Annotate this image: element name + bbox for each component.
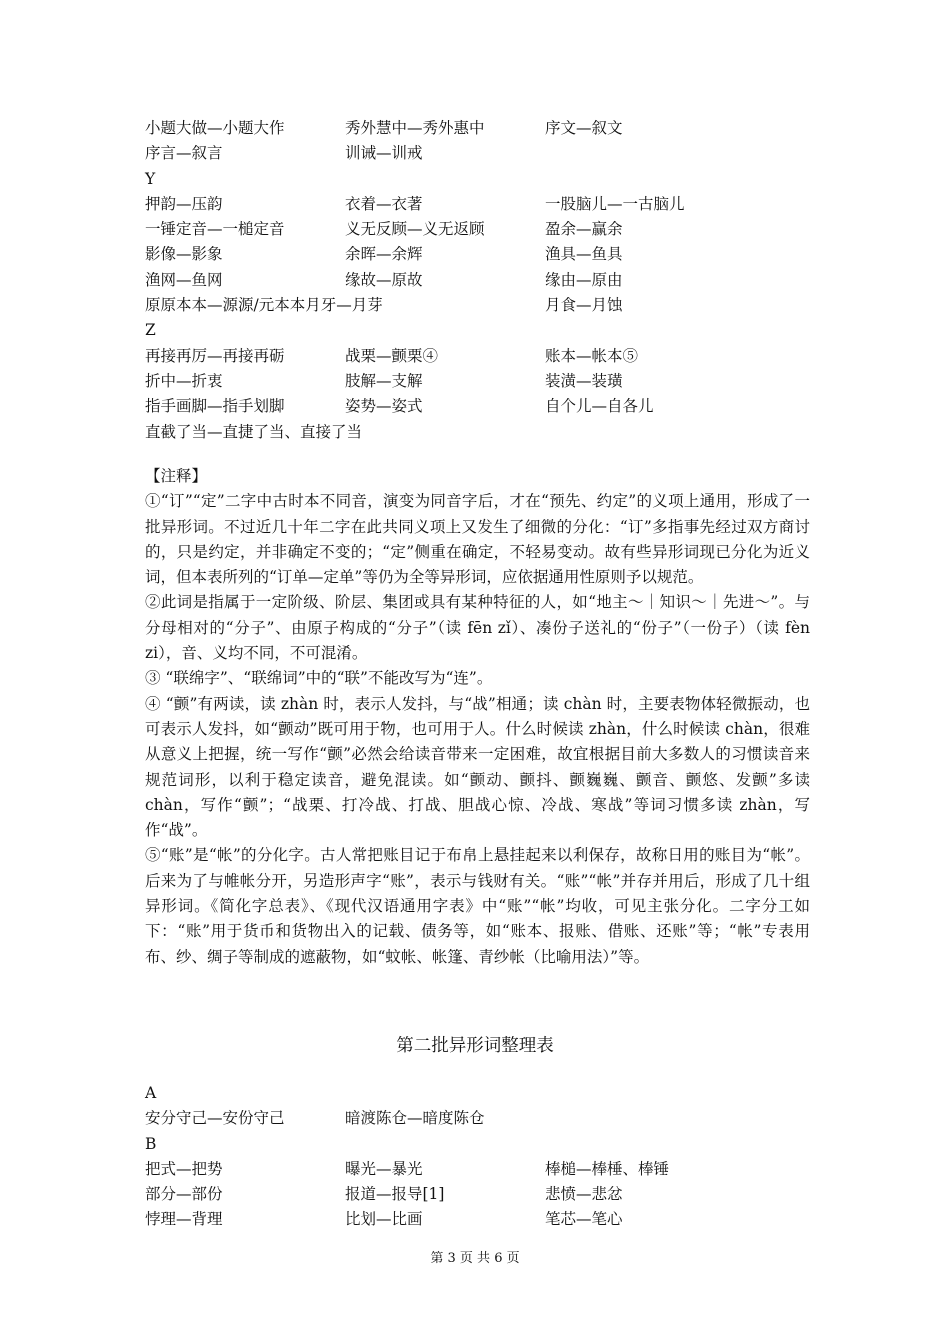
table-row xyxy=(145,1207,810,1232)
table-cell: 肢解—支解 xyxy=(345,371,423,390)
table-row xyxy=(145,420,810,445)
table-cell: 月食—月蚀 xyxy=(545,296,623,315)
table-cell: 缘由—原由 xyxy=(545,270,623,289)
table-row xyxy=(145,369,810,394)
table-cell: 装潢—装璜 xyxy=(545,371,623,390)
table-cell: 比划—比画 xyxy=(345,1210,423,1229)
table-cell: 账本—帐本⑤ xyxy=(545,346,639,365)
table-row xyxy=(145,394,810,419)
table-row xyxy=(145,268,810,293)
notes-heading: 【注释】 xyxy=(145,467,208,485)
table-cell: 序文—叙文 xyxy=(545,119,623,137)
section-title: 第二批异形词整理表 xyxy=(396,1036,554,1056)
word-table-section2 xyxy=(145,1081,810,1233)
table-cell: 笔芯—笔心 xyxy=(545,1210,623,1229)
note-1: ①“订”“定”二字中古时本不同音，演变为同音字后，才在“预先、约定”的义项上通用，形成了一批异形词。不过近几十年二字在此共同义项上又发生了细微的分化：“订”多指事先经过双方商讨的，只是约定，并非确定不变的；“定”侧重在确定，不轻易变动。故有些异形词现已分化为近义词，但本表所列的“订单—定单”等仍为全等异形词，应依据通用性原则予以规范。 xyxy=(145,492,810,587)
table-cell: 义无反顾—义无返顾 xyxy=(345,220,485,239)
table-cell: 姿势—姿式 xyxy=(345,397,423,416)
table-cell: 渔网—鱼网 xyxy=(145,270,223,289)
table-row xyxy=(145,217,810,242)
table-cell: 战栗—颤栗④ xyxy=(345,346,439,365)
table-row xyxy=(145,293,810,318)
table-cell: 一股脑儿—一古脑儿 xyxy=(545,194,685,213)
note-4: ④ “颤”有两读，读 zhàn 时，表示人发抖，与“战”相通；读 chàn 时，主要表物体轻微振动，也可表示人发抖，如“颤动”既可用于物，也可用于人。什么时候读 zhàn，什么时候读 chàn，很难从意义上把握，统一写作“颤”必然会给读音带来一定困难，故宜根据目前大多数人的习惯读音来规范词形，以利于稳定读音，避免混读。如“颤动、颤抖、颤巍巍、颤音、颤悠、发颤”多读 chàn，写作“颤”；“战栗、打冷战、打战、胆战心惊、冷战、寒战”等词习惯多读 zhàn，写作“战”。 xyxy=(145,694,810,840)
table-row xyxy=(145,116,810,141)
notes-section xyxy=(145,464,810,970)
page-footer: 第 3 页 共 6 页 xyxy=(430,1251,520,1266)
table-row xyxy=(145,1182,810,1207)
table-row xyxy=(145,242,810,267)
letter-heading-z: Z xyxy=(145,321,156,340)
table-cell: 一锤定音—一槌定音 xyxy=(145,220,285,239)
table-cell: 悲愤—悲忿 xyxy=(545,1185,623,1204)
note-3: ③ “联绵字”、“联绵词”中的“联”不能改写为“连”。 xyxy=(145,669,493,688)
table-row xyxy=(145,141,810,166)
table-cell: 暗渡陈仓—暗度陈仓 xyxy=(345,1109,485,1128)
letter-heading-b: B xyxy=(145,1134,157,1153)
word-table-section1 xyxy=(145,116,810,445)
table-cell: 部分—部份 xyxy=(145,1185,223,1204)
table-cell: 报道—报导[1] xyxy=(345,1185,445,1204)
table-cell: 渔具—鱼具 xyxy=(545,245,623,264)
table-row xyxy=(145,344,810,369)
table-cell: 余晖—余辉 xyxy=(345,245,423,264)
table-cell: 棒槌—棒棰、棒锤 xyxy=(545,1159,670,1178)
table-cell: 指手画脚—指手划脚 xyxy=(145,397,285,416)
table-cell: 序言—叙言 xyxy=(145,144,223,163)
table-cell: 折中—折衷 xyxy=(145,371,223,390)
table-cell: 把式—把势 xyxy=(145,1159,223,1178)
table-cell: 训诫—训戒 xyxy=(345,144,423,163)
table-cell: 缘故—原故 xyxy=(345,270,423,289)
table-cell: 自个儿—自各儿 xyxy=(545,397,654,416)
table-cell: 曝光—暴光 xyxy=(345,1159,423,1178)
table-cell: 衣着—衣著 xyxy=(345,194,423,213)
table-cell: 直截了当—直捷了当、直接了当 xyxy=(145,422,363,441)
table-cell: 盈余—赢余 xyxy=(545,220,623,239)
table-cell: 再接再厉—再接再砺 xyxy=(145,346,285,365)
table-cell: 影像—影象 xyxy=(145,245,223,264)
table-cell: 小题大做—小题大作 xyxy=(145,119,285,137)
table-cell: 悖理—背理 xyxy=(145,1210,223,1229)
note-5: ⑤“账”是“帐”的分化字。古人常把账目记于布帛上悬挂起来以利保存，故称日用的账目为“帐”。后来为了与帷帐分开，另造形声字“账”，表示与钱财有关。“账”“帐”并存并用后，形成了几十组异形词。《简化字总表》、《现代汉语通用字表》中“账”“帐”均收，可见主张分化。二字分工如下：“账”用于货币和货物出入的记载、债务等，如“账本、报账、借账、还账”等；“帐”专表用布、纱、绸子等制成的遮蔽物，如“蚊帐、帐篷、青纱帐（比喻用法）”等。 xyxy=(145,846,810,966)
table-cell: 原原本本—源源/元本本月牙—月芽 xyxy=(145,296,383,315)
table-row xyxy=(145,1106,810,1131)
table-cell: 秀外慧中—秀外惠中 xyxy=(345,119,485,137)
letter-heading-y: Y xyxy=(145,169,156,188)
table-cell: 押韵—压韵 xyxy=(145,194,223,213)
table-row xyxy=(145,192,810,217)
letter-heading-a: A xyxy=(145,1084,157,1102)
note-2: ②此词是指属于一定阶级、阶层、集团或具有某种特征的人，如“地主～｜知识～｜先进～”。与分母相对的“分子”、由原子构成的“分子”（读 fēn zǐ）、凑份子送礼的“份子”（一份子）（读 fèn zi），音、义均不同，不可混淆。 xyxy=(145,593,810,663)
table-cell: 安分守己—安份守己 xyxy=(145,1109,285,1128)
table-row xyxy=(145,1157,810,1182)
